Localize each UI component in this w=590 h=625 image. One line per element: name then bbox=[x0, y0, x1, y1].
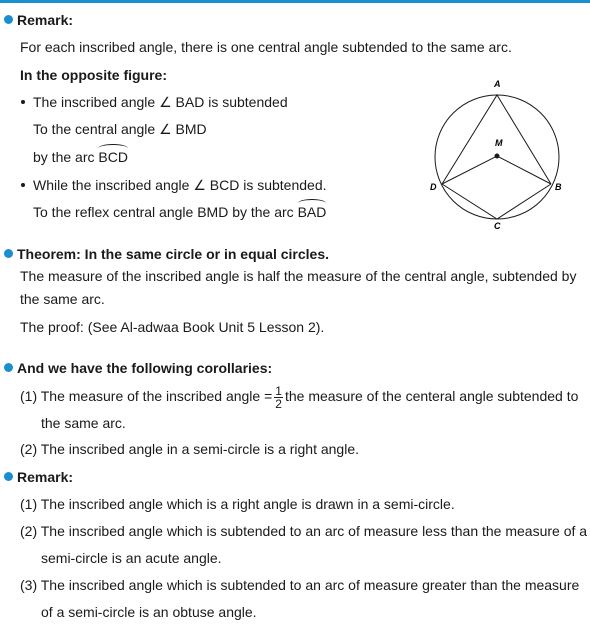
remark-heading-2: Remark: bbox=[17, 468, 73, 486]
fraction-one-half: $\frac{1}{2}$ bbox=[275, 384, 282, 411]
label-b: B bbox=[555, 182, 562, 192]
proof-reference: The proof: (See Al-adwaa Book Unit 5 Lesson 2). bbox=[20, 319, 325, 335]
small-bullet-icon bbox=[21, 100, 25, 104]
central-angle-bmd: To the central angle ∠ BMD bbox=[33, 121, 207, 137]
remark-heading-text: Remark: bbox=[17, 12, 74, 28]
arc-bcd: BCD bbox=[98, 149, 128, 165]
remark-2-item-2-line-2: semi-circle is an acute angle. bbox=[41, 550, 222, 566]
bullet-dot-icon bbox=[4, 472, 13, 481]
label-c: C bbox=[494, 221, 501, 231]
corollary-1: (1) The measure of the inscribed angle = $\frac{1}{2}$ the measure of the centeral angle subtended to bbox=[20, 384, 579, 411]
central-angle-bmd bbox=[442, 156, 551, 184]
bullet-dot-icon bbox=[4, 249, 13, 258]
opposite-figure-heading: In the opposite figure: bbox=[20, 67, 167, 83]
bullet-dot-icon bbox=[4, 15, 13, 24]
bullet-inscribed-bcd: While the inscribed angle ∠ BCD is subtended. bbox=[33, 176, 327, 194]
bullet-inscribed-bad: The inscribed angle ∠ BAD is subtended bbox=[33, 93, 288, 111]
corollary-2: (2) The inscribed angle in a semi-circle is a right angle. bbox=[20, 441, 360, 457]
header-accent-strip bbox=[0, 0, 590, 3]
angle-icon: ∠ bbox=[193, 177, 206, 193]
remark-2-item-1: (1) The inscribed angle which is a right angle is drawn in a semi-circle. bbox=[20, 496, 455, 512]
corollary-1-line-2: the same arc. bbox=[41, 415, 126, 431]
angle-icon: ∠ bbox=[159, 121, 172, 137]
remark-text-1: For each inscribed angle, there is one central angle subtended to the same arc. bbox=[20, 39, 512, 55]
theorem-heading: Theorem: In the same circle or in equal circles. bbox=[17, 245, 329, 263]
inscribed-angle-bcd bbox=[442, 184, 551, 219]
small-bullet-icon bbox=[21, 183, 25, 187]
theorem-line-2: the same arc. bbox=[20, 291, 105, 307]
label-a: A bbox=[494, 79, 501, 89]
remark-2-item-3-line-2: of a semi-circle is an obtuse angle. bbox=[41, 604, 257, 620]
center-point-m bbox=[495, 154, 500, 159]
arc-bcd-line: by the arc BCD bbox=[33, 149, 128, 165]
remark-2-item-3-line-1: (3) The inscribed angle which is subtended to an arc of measure greater than the measure bbox=[20, 577, 580, 593]
theorem-line-1: The measure of the inscribed angle is half the measure of the central angle, subtended by bbox=[20, 268, 577, 284]
label-m: M bbox=[495, 138, 503, 148]
arc-bad: BAD bbox=[297, 204, 327, 220]
corollaries-heading: And we have the following corollaries: bbox=[17, 359, 272, 377]
bullet-dot-icon bbox=[4, 363, 13, 372]
circle-figure bbox=[424, 75, 584, 235]
angle-icon: ∠ bbox=[159, 94, 172, 110]
remark-heading-1 bbox=[17, 11, 73, 29]
reflex-angle-line: To the reflex central angle BMD by the arc BAD bbox=[33, 204, 327, 220]
remark-2-item-2-line-1: (2) The inscribed angle which is subtended to an arc of measure less than the measure of a bbox=[20, 523, 588, 539]
label-d: D bbox=[430, 182, 437, 192]
